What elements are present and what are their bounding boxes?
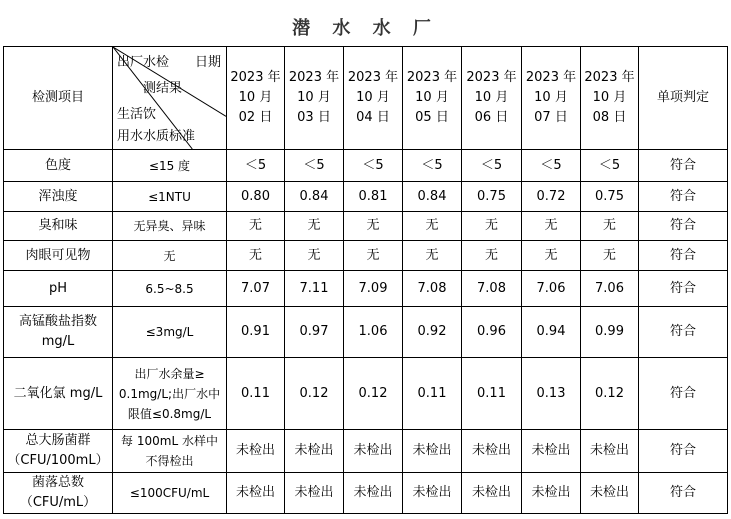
item-label: 肉眼可见物 (25, 247, 91, 263)
date-month: 10 月 (238, 90, 273, 105)
value-cell: 7.06 (581, 271, 639, 307)
value-cell: 0.84 (403, 182, 462, 212)
item-cell (4, 473, 113, 514)
standard-cell (113, 473, 227, 514)
date-header-3 (344, 47, 403, 150)
value-cell: 0.72 (522, 182, 581, 212)
table-row (4, 307, 728, 358)
table-row (4, 182, 728, 212)
item-label: 菌落总数 (31, 475, 84, 490)
table-row (4, 241, 728, 271)
date-year: 2023 年 (230, 70, 281, 85)
value-cell: 0.11 (462, 358, 522, 430)
date-month: 10 月 (297, 90, 331, 105)
item-header: 检测项目 (4, 47, 113, 150)
value-cell: 未检出 (462, 473, 522, 514)
standard-text: ≤1NTU (148, 189, 191, 204)
date-month: 10 月 (415, 90, 449, 105)
value-cell: 无 (462, 241, 522, 271)
value-cell: 未检出 (581, 430, 639, 473)
water-quality-table (3, 46, 728, 514)
value-cell: 无 (522, 241, 581, 271)
value-cell: 未检出 (227, 430, 285, 473)
date-header-6 (522, 47, 581, 150)
date-header-2 (285, 47, 344, 150)
diag-mid: 测结果 (143, 81, 183, 96)
value-cell: 0.75 (581, 182, 639, 212)
item-cell (4, 307, 113, 358)
date-month: 10 月 (592, 90, 627, 105)
value-cell: 无 (227, 212, 285, 241)
date-day: 02 日 (238, 110, 273, 125)
value-cell: 0.81 (344, 182, 403, 212)
date-month: 10 月 (534, 90, 568, 105)
value-cell: 无 (403, 241, 462, 271)
value-cell: 0.13 (522, 358, 581, 430)
verdict-cell: 符合 (639, 212, 728, 241)
standard-cell (113, 430, 227, 473)
item-cell (4, 182, 113, 212)
value-cell: 0.94 (522, 307, 581, 358)
value-cell: 7.11 (285, 271, 344, 307)
standard-text: 每 100mL 水样中 (121, 434, 218, 448)
date-header-7 (581, 47, 639, 150)
value-cell: 未检出 (344, 430, 403, 473)
item-cell (4, 241, 113, 271)
standard-cell (113, 150, 227, 182)
value-cell: 无 (285, 241, 344, 271)
diag-bottom-1: 生活饮 (117, 107, 157, 122)
value-cell: 0.96 (462, 307, 522, 358)
item-label: 高锰酸盐指数 (18, 314, 97, 329)
standard-text: 0.1mg/L;出厂水中 (118, 386, 221, 401)
value-cell: ＜5 (581, 150, 639, 182)
standard-cell (113, 212, 227, 241)
standard-cell (113, 182, 227, 212)
value-cell: 0.12 (285, 358, 344, 430)
item-cell (4, 150, 113, 182)
value-cell: 0.75 (462, 182, 522, 212)
value-cell: 未检出 (581, 473, 639, 514)
item-label: 总大肠菌群 (25, 433, 91, 448)
date-header-4 (403, 47, 462, 150)
value-cell: 未检出 (344, 473, 403, 514)
value-cell: 7.07 (227, 271, 285, 307)
item-cell (4, 271, 113, 307)
value-cell: ＜5 (344, 150, 403, 182)
value-cell: 7.09 (344, 271, 403, 307)
value-cell: 未检出 (227, 473, 285, 514)
standard-text: 6.5~8.5 (145, 281, 194, 296)
standard-text: 限值≤0.8mg/L (127, 406, 212, 421)
page-title: 潜 水 水 厂 (292, 18, 439, 39)
value-cell: 未检出 (522, 430, 581, 473)
item-label: 色度 (44, 157, 71, 173)
verdict-cell: 符合 (639, 150, 728, 182)
verdict-cell: 符合 (639, 473, 728, 514)
item-cell (4, 212, 113, 241)
value-cell: 无 (285, 212, 344, 241)
diag-bottom-2: 用水水质标准 (117, 129, 196, 144)
value-cell: 无 (581, 212, 639, 241)
date-header-1 (227, 47, 285, 150)
standard-text: ≤3mg/L (145, 325, 194, 339)
value-cell: ＜5 (285, 150, 344, 182)
table-row (4, 473, 728, 514)
value-cell: 0.91 (227, 307, 285, 358)
value-cell: 未检出 (403, 430, 462, 473)
value-cell: 7.06 (522, 271, 581, 307)
value-cell: 7.08 (403, 271, 462, 307)
verdict-cell: 符合 (639, 307, 728, 358)
date-month: 10 月 (474, 90, 509, 105)
diag-top-right: 日期 (195, 55, 222, 70)
standard-text: 无 (163, 248, 176, 263)
value-cell: 0.12 (581, 358, 639, 430)
date-day: 08 日 (592, 110, 627, 125)
item-label: （CFU/100mL） (7, 453, 109, 468)
verdict-cell: 符合 (639, 271, 728, 307)
date-month: 10 月 (356, 90, 390, 105)
standard-cell (113, 241, 227, 271)
value-cell: ＜5 (522, 150, 581, 182)
date-day: 04 日 (356, 110, 390, 125)
date-year: 2023 年 (584, 70, 635, 85)
item-label: 浑浊度 (38, 188, 78, 204)
diag-top-left: 出厂水检 (117, 55, 170, 70)
verdict-cell: 符合 (639, 241, 728, 271)
value-cell: 未检出 (462, 430, 522, 473)
table-row (4, 430, 728, 473)
table-row (4, 358, 728, 430)
standard-cell (113, 271, 227, 307)
date-year: 2023 年 (347, 70, 399, 85)
value-cell: ＜5 (403, 150, 462, 182)
date-day: 05 日 (415, 110, 449, 125)
value-cell: 无 (522, 212, 581, 241)
date-year: 2023 年 (406, 70, 458, 85)
item-label: pH (48, 280, 68, 296)
value-cell: 1.06 (344, 307, 403, 358)
standard-text: 不得检出 (145, 454, 194, 468)
standard-text: ≤15 度 (148, 158, 191, 173)
item-label: （CFU/mL） (19, 495, 97, 510)
date-day: 03 日 (297, 110, 331, 125)
date-year: 2023 年 (288, 70, 340, 85)
value-cell: 无 (581, 241, 639, 271)
value-cell: 0.84 (285, 182, 344, 212)
value-cell: 无 (462, 212, 522, 241)
value-cell: 未检出 (522, 473, 581, 514)
standard-text: ≤100CFU/mL (129, 486, 210, 500)
item-label: 二氧化氯 mg/L (13, 385, 103, 401)
value-cell: ＜5 (462, 150, 522, 182)
table-row (4, 150, 728, 182)
verdict-header: 单项判定 (639, 47, 728, 150)
verdict-cell: 符合 (639, 358, 728, 430)
value-cell: 0.99 (581, 307, 639, 358)
item-cell (4, 430, 113, 473)
value-cell: 无 (403, 212, 462, 241)
value-cell: 0.11 (403, 358, 462, 430)
date-header-5 (462, 47, 522, 150)
value-cell: 未检出 (285, 430, 344, 473)
standard-text: 无异臭、异味 (133, 219, 206, 233)
value-cell: 无 (344, 212, 403, 241)
value-cell: 7.08 (462, 271, 522, 307)
value-cell: 未检出 (285, 473, 344, 514)
item-cell (4, 358, 113, 430)
value-cell: 0.97 (285, 307, 344, 358)
value-cell: 未检出 (403, 473, 462, 514)
table-row (4, 271, 728, 307)
value-cell: ＜5 (227, 150, 285, 182)
date-day: 06 日 (474, 110, 509, 125)
value-cell: 无 (227, 241, 285, 271)
date-day: 07 日 (534, 110, 568, 125)
item-label: mg/L (41, 334, 75, 349)
standard-cell (113, 307, 227, 358)
standard-text: 出厂水余量≥ (134, 366, 205, 381)
date-year: 2023 年 (466, 70, 517, 85)
value-cell: 0.92 (403, 307, 462, 358)
header-row (4, 47, 728, 150)
value-cell: 无 (344, 241, 403, 271)
value-cell: 0.12 (344, 358, 403, 430)
standard-cell (113, 358, 227, 430)
table-row (4, 212, 728, 241)
item-label: 臭和味 (38, 218, 78, 233)
verdict-cell: 符合 (639, 182, 728, 212)
diagonal-header-cell (113, 47, 227, 150)
value-cell: 0.80 (227, 182, 285, 212)
value-cell: 0.11 (227, 358, 285, 430)
date-year: 2023 年 (525, 70, 577, 85)
verdict-cell: 符合 (639, 430, 728, 473)
